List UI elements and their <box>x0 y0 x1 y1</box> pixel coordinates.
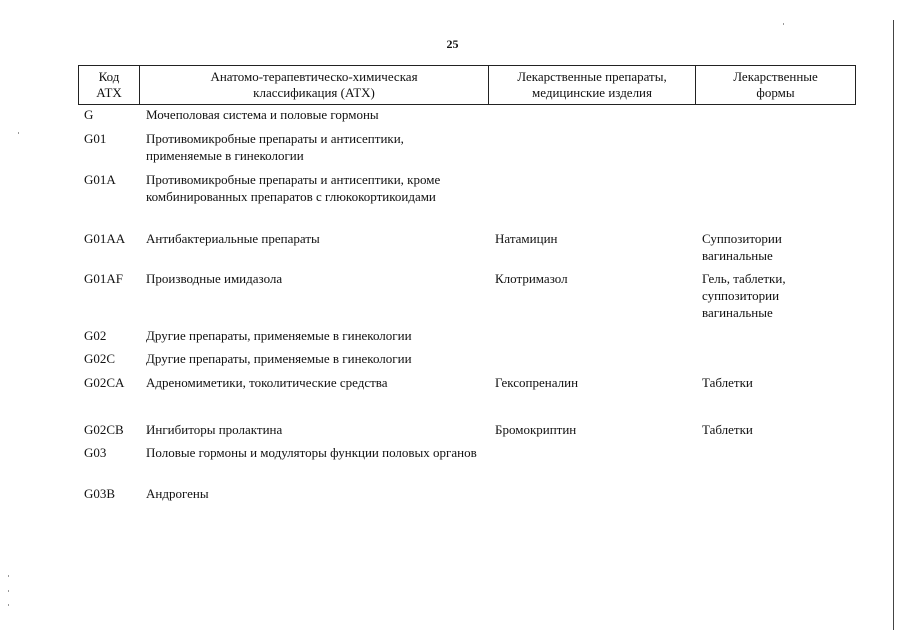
row-form: Гель, таблетки, суппозитории вагинальные <box>702 271 786 320</box>
page-number: 25 <box>446 37 459 51</box>
row-code: G03B <box>84 486 116 501</box>
header-forms: Лекарственные формы <box>733 69 818 100</box>
row-form: Суппозитории вагинальные <box>702 231 782 263</box>
row-name: Антибактериальные препараты <box>146 231 320 246</box>
row-code: G02CB <box>84 422 124 437</box>
row-name: Адреномиметики, токолитические средства <box>146 375 388 390</box>
scan-artifact <box>8 590 9 592</box>
row-name: Андрогены <box>146 486 209 501</box>
row-code: G <box>84 107 94 122</box>
header-drugs: Лекарственные препараты, медицинские изделия <box>489 66 696 104</box>
row-name: Ингибиторы пролактина <box>146 422 283 437</box>
row-code: G02 <box>84 328 107 343</box>
row-drug: Натамицин <box>495 231 558 246</box>
row-name: Производные имидазола <box>146 271 283 286</box>
row-name: Другие препараты, применяемые в гинекологии <box>146 351 412 366</box>
scan-artifact <box>783 23 784 25</box>
row-code: G01 <box>84 131 107 146</box>
scan-artifact <box>18 132 19 134</box>
row-code: G02CA <box>84 375 125 390</box>
row-code: G01A <box>84 172 116 187</box>
row-code: G03 <box>84 445 107 460</box>
row-code: G02C <box>84 351 116 366</box>
row-drug: Гексопреналин <box>495 375 579 390</box>
scan-artifact <box>8 604 9 606</box>
scan-edge-line <box>893 20 894 630</box>
row-name: Противомикробные препараты и антисептики, кроме комбинированных препаратов с глюкокортикоидами <box>146 172 441 204</box>
row-name: Противомикробные препараты и антисептики, применяемые в гинекологии <box>146 131 404 163</box>
row-name: Другие препараты, применяемые в гинекологии <box>146 328 412 343</box>
row-code: G01AF <box>84 271 124 286</box>
row-drug: Бромокриптин <box>495 422 577 437</box>
row-name: Половые гормоны и модуляторы функции половых органов <box>146 445 477 460</box>
row-drug: Клотримазол <box>495 271 568 286</box>
scan-artifact <box>8 575 9 577</box>
header-atc: Анатомо-терапевтическо-химическая классификация (АТХ) <box>140 66 489 104</box>
row-code: G01AA <box>84 231 126 246</box>
row-name: Мочеполовая система и половые гормоны <box>146 107 379 122</box>
table-header <box>78 65 856 105</box>
row-form: Таблетки <box>702 375 753 390</box>
header-code: Код АТХ <box>79 66 140 104</box>
row-form: Таблетки <box>702 422 753 437</box>
